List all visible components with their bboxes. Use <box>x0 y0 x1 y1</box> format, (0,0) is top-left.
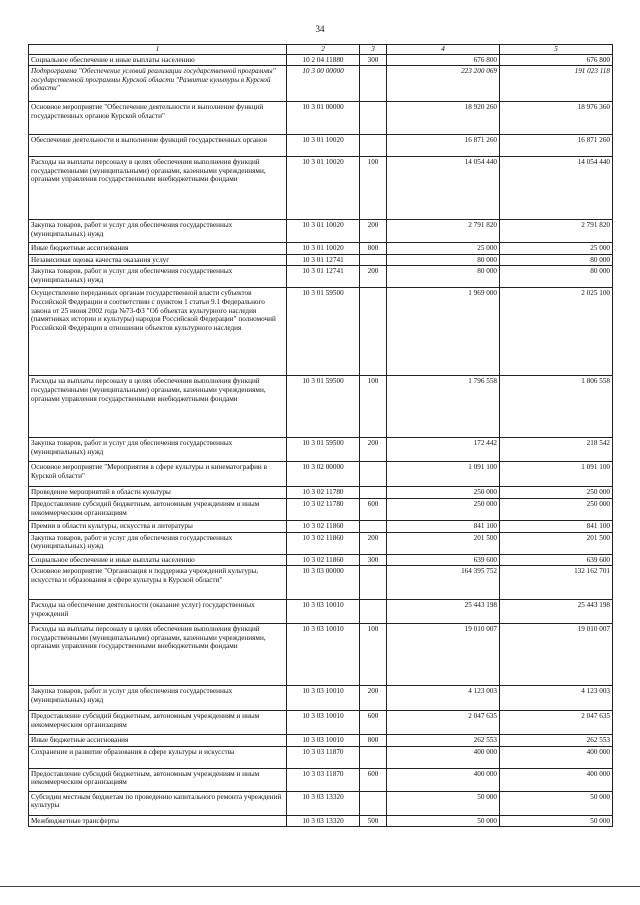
row-code-cell: 10 3 03 13320 <box>287 791 360 815</box>
row-value-2-cell: 14 054 440 <box>500 157 613 220</box>
row-code-cell: 10 3 02 11860 <box>287 520 360 532</box>
row-code-cell: 10 3 03 11870 <box>287 746 360 768</box>
table-row <box>29 376 613 438</box>
row-code-cell: 10 3 01 10020 <box>287 157 360 220</box>
row-value-2-cell: 841 100 <box>500 520 613 532</box>
row-value-2-cell: 191 023 118 <box>500 66 613 102</box>
row-value-2-cell: 676 800 <box>500 54 613 66</box>
column-header: 1 <box>29 45 287 55</box>
row-code-cell: 10 3 03 10010 <box>287 624 360 686</box>
row-kind-cell: 100 <box>360 376 387 438</box>
row-kind-cell: 200 <box>360 438 387 462</box>
table-row <box>29 438 613 462</box>
row-value-1-cell: 19 010 007 <box>387 624 500 686</box>
row-kind-cell: 200 <box>360 266 387 288</box>
row-code-cell: 10 3 03 00000 <box>287 566 360 600</box>
row-name-cell: Основное мероприятие "Организация и поддержка учреждений культуры, искусства и образования в сфере культуры в Курской области" <box>29 566 287 600</box>
row-value-2-cell: 250 000 <box>500 487 613 499</box>
budget-table <box>28 44 613 827</box>
row-name-cell: Проведение мероприятий в области культуры <box>29 487 287 499</box>
row-name-cell: Премии в области культуры, искусства и литературы <box>29 520 287 532</box>
table-row <box>29 686 613 711</box>
row-code-cell: 10 3 03 10010 <box>287 600 360 624</box>
row-name-cell: Закупка товаров, работ и услуг для обеспечения государственных (муниципальных) нужд <box>29 266 287 288</box>
row-code-cell: 10 3 01 10020 <box>287 243 360 255</box>
table-row <box>29 711 613 735</box>
row-name-cell: Сохранение и развитие образования в сфере культуры и искусства <box>29 746 287 768</box>
row-kind-cell <box>360 135 387 157</box>
row-code-cell: 10 3 01 12741 <box>287 254 360 266</box>
row-kind-cell: 200 <box>360 220 387 243</box>
row-value-1-cell: 25 000 <box>387 243 500 255</box>
row-name-cell: Предоставление субсидий бюджетным, автономным учреждениям и иным некоммерческим организациям <box>29 711 287 735</box>
row-name-cell: Расходы на выплаты персоналу в целях обеспечения выполнения функций государственными (муниципальными) органами, казенными учреждениями, органами управления государственными внебюджетными фондами <box>29 376 287 438</box>
row-value-1-cell: 400 000 <box>387 746 500 768</box>
row-kind-cell <box>360 566 387 600</box>
row-value-2-cell: 201 500 <box>500 532 613 554</box>
row-code-cell: 10 3 03 13320 <box>287 815 360 827</box>
row-name-cell: Независимая оценка качества оказания услуг <box>29 254 287 266</box>
row-value-2-cell: 25 443 198 <box>500 600 613 624</box>
row-name-cell: Предоставление субсидий бюджетным, автономным учреждениям и иным некоммерческим организациям <box>29 768 287 791</box>
row-value-1-cell: 250 000 <box>387 487 500 499</box>
row-value-2-cell: 400 000 <box>500 746 613 768</box>
row-kind-cell <box>360 487 387 499</box>
row-value-1-cell: 250 000 <box>387 498 500 520</box>
row-code-cell: 10 3 01 10020 <box>287 220 360 243</box>
row-code-cell: 10 3 03 10010 <box>287 711 360 735</box>
table-row <box>29 532 613 554</box>
row-name-cell: Закупка товаров, работ и услуг для обеспечения государственных (муниципальных) нужд <box>29 220 287 243</box>
row-code-cell: 10 3 01 12741 <box>287 266 360 288</box>
row-kind-cell: 600 <box>360 711 387 735</box>
table-row <box>29 266 613 288</box>
row-name-cell: Основное мероприятие "Мероприятия в сфере культуры и кинематографии в Курской области" <box>29 462 287 487</box>
row-value-1-cell: 1 796 558 <box>387 376 500 438</box>
row-kind-cell <box>360 746 387 768</box>
row-value-1-cell: 2 047 635 <box>387 711 500 735</box>
row-value-2-cell: 2 791 820 <box>500 220 613 243</box>
row-value-2-cell: 4 123 003 <box>500 686 613 711</box>
row-name-cell: Социальное обеспечение и иные выплаты населению <box>29 554 287 566</box>
row-kind-cell: 500 <box>360 815 387 827</box>
column-header: 3 <box>360 45 387 55</box>
column-header: 4 <box>387 45 500 55</box>
row-value-1-cell: 676 800 <box>387 54 500 66</box>
row-value-1-cell: 1 969 000 <box>387 288 500 376</box>
row-value-1-cell: 2 791 820 <box>387 220 500 243</box>
table-row <box>29 768 613 791</box>
row-code-cell: 10 3 02 11780 <box>287 498 360 520</box>
table-row <box>29 243 613 255</box>
row-kind-cell: 200 <box>360 686 387 711</box>
row-kind-cell: 800 <box>360 243 387 255</box>
row-value-2-cell: 18 976 360 <box>500 102 613 135</box>
row-value-1-cell: 4 123 003 <box>387 686 500 711</box>
row-code-cell: 10 3 02 11860 <box>287 554 360 566</box>
column-header: 2 <box>287 45 360 55</box>
table-row <box>29 102 613 135</box>
column-header: 5 <box>500 45 613 55</box>
row-value-2-cell: 400 000 <box>500 768 613 791</box>
row-value-1-cell: 50 000 <box>387 815 500 827</box>
table-row <box>29 54 613 66</box>
row-kind-cell: 600 <box>360 768 387 791</box>
table-row <box>29 735 613 747</box>
row-kind-cell <box>360 254 387 266</box>
row-kind-cell <box>360 462 387 487</box>
row-code-cell: 10 3 01 10020 <box>287 135 360 157</box>
row-value-2-cell: 50 000 <box>500 815 613 827</box>
row-value-1-cell: 262 553 <box>387 735 500 747</box>
row-name-cell: Иные бюджетные ассигнования <box>29 243 287 255</box>
row-kind-cell: 600 <box>360 498 387 520</box>
row-value-2-cell: 50 000 <box>500 791 613 815</box>
table-row <box>29 815 613 827</box>
row-value-2-cell: 1 091 100 <box>500 462 613 487</box>
row-code-cell: 10 2 04 11880 <box>287 54 360 66</box>
row-value-1-cell: 400 000 <box>387 768 500 791</box>
row-kind-cell: 200 <box>360 532 387 554</box>
row-code-cell: 10 3 03 10010 <box>287 735 360 747</box>
row-kind-cell: 300 <box>360 54 387 66</box>
row-value-1-cell: 1 091 100 <box>387 462 500 487</box>
table-row <box>29 520 613 532</box>
row-value-2-cell: 250 000 <box>500 498 613 520</box>
table-row <box>29 66 613 102</box>
row-value-1-cell: 841 100 <box>387 520 500 532</box>
row-value-2-cell: 262 553 <box>500 735 613 747</box>
table-row <box>29 288 613 376</box>
row-value-1-cell: 201 500 <box>387 532 500 554</box>
row-value-1-cell: 80 000 <box>387 254 500 266</box>
table-row <box>29 566 613 600</box>
table-row <box>29 791 613 815</box>
row-kind-cell: 100 <box>360 624 387 686</box>
row-name-cell: Предоставление субсидий бюджетным, автономным учреждениям и иным некоммерческим организациям <box>29 498 287 520</box>
page-number: 34 <box>315 24 325 34</box>
row-value-2-cell: 80 000 <box>500 254 613 266</box>
row-value-1-cell: 639 600 <box>387 554 500 566</box>
row-value-2-cell: 80 000 <box>500 266 613 288</box>
row-code-cell: 10 3 03 10010 <box>287 686 360 711</box>
row-value-1-cell: 164 395 752 <box>387 566 500 600</box>
row-name-cell: Социальное обеспечение и иные выплаты населению <box>29 54 287 66</box>
table-row <box>29 624 613 686</box>
row-value-1-cell: 50 000 <box>387 791 500 815</box>
row-code-cell: 10 3 03 11870 <box>287 768 360 791</box>
row-kind-cell: 100 <box>360 157 387 220</box>
row-name-cell: Обеспечение деятельности и выполнение функций государственных органов <box>29 135 287 157</box>
row-code-cell: 10 3 01 00000 <box>287 102 360 135</box>
row-name-cell: Подпрограмма "Обеспечение условий реализации государственной программы" государственной программы Курской области "Развитие культуры в Курской области" <box>29 66 287 102</box>
row-name-cell: Субсидии местным бюджетам по проведению капитального ремонта учреждений культуры <box>29 791 287 815</box>
row-name-cell: Иные бюджетные ассигнования <box>29 735 287 747</box>
table-row <box>29 254 613 266</box>
row-code-cell: 10 3 01 59500 <box>287 288 360 376</box>
row-value-2-cell: 16 871 260 <box>500 135 613 157</box>
row-value-2-cell: 639 600 <box>500 554 613 566</box>
row-name-cell: Осуществление переданных органам государственной власти субъектов Российской Федерации в соответствии с пунктом 1 статьи 9.1 Федерального закона от 25 июня 2002 года №73-ФЗ "Об объектах культурного наследия (памятниках истории и культуры) народов Российской Федерации" полномочий Российской Федерации в отношении объектов культурного наследия <box>29 288 287 376</box>
table-row <box>29 220 613 243</box>
row-value-2-cell: 132 162 701 <box>500 566 613 600</box>
row-kind-cell <box>360 66 387 102</box>
row-name-cell: Расходы на обеспечение деятельности (оказание услуг) государственных учреждений <box>29 600 287 624</box>
table-row <box>29 746 613 768</box>
row-value-1-cell: 18 920 260 <box>387 102 500 135</box>
row-value-1-cell: 80 000 <box>387 266 500 288</box>
row-value-1-cell: 223 200 069 <box>387 66 500 102</box>
row-name-cell: Закупка товаров, работ и услуг для обеспечения государственных (муниципальных) нужд <box>29 532 287 554</box>
row-kind-cell <box>360 791 387 815</box>
row-value-2-cell: 25 000 <box>500 243 613 255</box>
table-row <box>29 487 613 499</box>
row-kind-cell: 300 <box>360 554 387 566</box>
row-name-cell: Основное мероприятие "Обеспечение деятельности и выполнение функций государственных органов Курской области" <box>29 102 287 135</box>
row-value-2-cell: 218 542 <box>500 438 613 462</box>
table-row <box>29 600 613 624</box>
row-code-cell: 10 3 02 11780 <box>287 487 360 499</box>
page-bottom-rule <box>0 886 640 887</box>
row-kind-cell <box>360 520 387 532</box>
row-kind-cell: 800 <box>360 735 387 747</box>
row-value-2-cell: 2 047 635 <box>500 711 613 735</box>
table-row <box>29 135 613 157</box>
row-value-1-cell: 25 443 198 <box>387 600 500 624</box>
table-row <box>29 498 613 520</box>
row-value-1-cell: 16 871 260 <box>387 135 500 157</box>
row-code-cell: 10 3 00 00000 <box>287 66 360 102</box>
table-row <box>29 554 613 566</box>
table-header-row <box>29 45 613 55</box>
row-value-1-cell: 172 442 <box>387 438 500 462</box>
row-value-2-cell: 19 010 007 <box>500 624 613 686</box>
row-kind-cell <box>360 288 387 376</box>
row-name-cell: Расходы на выплаты персоналу в целях обеспечения выполнения функций государственными (муниципальными) органами, казенными учреждениями, органами управления государственными внебюджетными фондами <box>29 624 287 686</box>
row-kind-cell <box>360 102 387 135</box>
table-row <box>29 157 613 220</box>
row-value-1-cell: 14 054 440 <box>387 157 500 220</box>
row-code-cell: 10 3 02 11860 <box>287 532 360 554</box>
row-code-cell: 10 3 02 00000 <box>287 462 360 487</box>
row-code-cell: 10 3 01 59500 <box>287 438 360 462</box>
row-name-cell: Расходы на выплаты персоналу в целях обеспечения выполнения функций государственными (муниципальными) органами, казенными учреждениями, органами управления государственными внебюджетными фондами <box>29 157 287 220</box>
table-row <box>29 462 613 487</box>
row-value-2-cell: 2 025 100 <box>500 288 613 376</box>
row-code-cell: 10 3 01 59500 <box>287 376 360 438</box>
row-name-cell: Закупка товаров, работ и услуг для обеспечения государственных (муниципальных) нужд <box>29 686 287 711</box>
row-value-2-cell: 1 806 558 <box>500 376 613 438</box>
row-kind-cell <box>360 600 387 624</box>
row-name-cell: Межбюджетные трансферты <box>29 815 287 827</box>
row-name-cell: Закупка товаров, работ и услуг для обеспечения государственных (муниципальных) нужд <box>29 438 287 462</box>
